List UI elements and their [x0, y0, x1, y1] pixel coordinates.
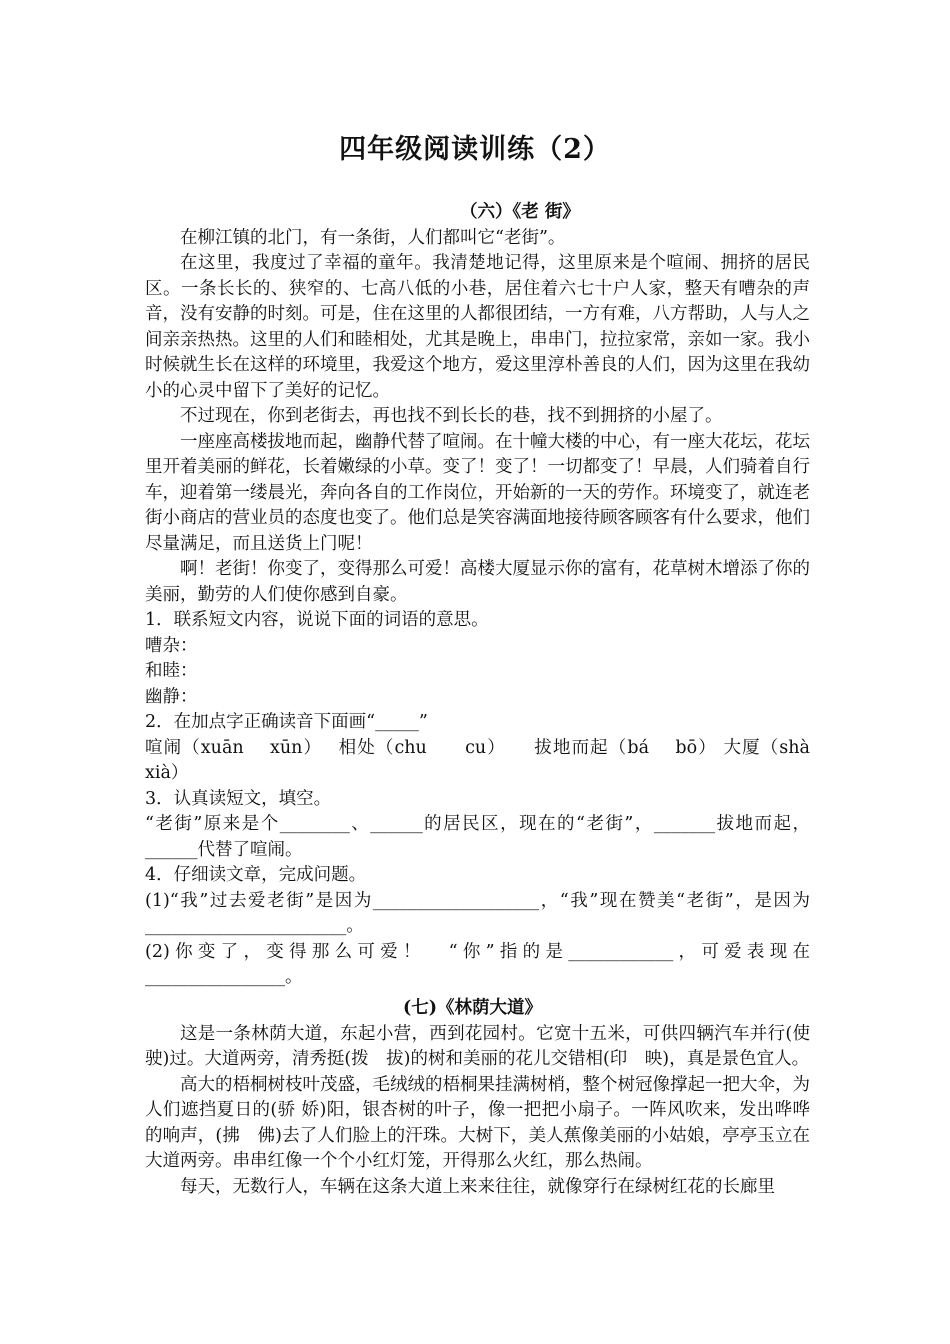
section-heading: (七)《林荫大道》: [403, 998, 543, 1018]
question-line: (2)你变了，变得那么可爱！ “你”指的是____________，可爱表现在________________。: [145, 941, 810, 987]
question-line: 3．认真读短文，填空。: [145, 788, 332, 809]
page-title: 四年级阅读训练（2）: [339, 134, 611, 165]
question-line: 喧闹（xuān xūn） 相处（chu cu） 拔地而起（bá bō） 大厦（shà xià）: [145, 737, 828, 783]
question-line: 和睦：: [145, 661, 198, 681]
paragraph: 高大的梧桐树枝叶茂盛，毛绒绒的梧桐果挂满树梢，整个树冠像撑起一把大伞，为人们遮挡夏日的(骄 娇)阳，银杏树的叶子，像一把把小扇子。一阵风吹来，发出哗哗的响声，(拂 佛)去了人们脸上的汗珠。大树下，美人蕉像美丽的小姑娘，亭亭玉立在大道两旁。串串红像一个个小红灯笼，开得那么火红，那么热闹。: [145, 1074, 810, 1171]
question-line: “老街”原来是个________、______的居民区，现在的“老街”，_______拔地而起，______代替了喧闹。: [145, 814, 810, 860]
paragraph: 在这里，我度过了幸福的童年。我清楚地记得，这里原来是个喧闹、拥挤的居民区。一条长长的、狭窄的、七高八低的小巷，居住着六七十户人家，整天有嘈杂的声音，没有安静的时刻。可是，住在这里的人都很团结，一方有难，八方帮助，人与人之间亲亲热热。这里的人们和睦相处，尤其是晚上，串串门，拉拉家常，亲如一家。我小时候就生长在这样的环境里，我爱这个地方，爱这里淳朴善良的人们，因为这里在我幼小的心灵中留下了美好的记忆。: [145, 253, 810, 401]
paragraph: 不过现在，你到老街去，再也找不到长长的巷，找不到拥挤的小屋了。: [180, 406, 723, 426]
question-line: 2．在加点字正确读音下面画“_____”: [145, 712, 428, 732]
question-line: (1)“我”过去爱老街”是因为___________________，“我”现在赞美“老街”，是因为_______________________。: [145, 890, 810, 936]
question-line: 1．联系短文内容，说说下面的词语的意思。: [145, 610, 489, 630]
paragraph: 在柳江镇的北门，有一条街，人们都叫它“老街”。: [180, 227, 566, 248]
question-line: 4．仔细读文章，完成问题。: [145, 865, 367, 885]
paragraph: 一座座高楼拔地而起，幽静代替了喧闹。在十幢大楼的中心，有一座大花坛，花坛里开着美丽的鲜花，长着嫩绿的小草。变了！变了！一切都变了！早晨，人们骑着自行车，迎着第一缕晨光，奔向各自的工作岗位，开始新的一天的劳作。环境变了，就连老街小商店的营业员的态度也变了。他们总是笑容满面地接待顾客顾客有什么要求，他们尽量满足，而且送货上门呢！: [145, 431, 810, 554]
section-old-street: [145, 200, 828, 991]
paragraph: 每天，无数行人，车辆在这条大道上来来往往，就像穿行在绿树红花的长廊里: [180, 1176, 775, 1197]
paragraph: 这是一条林荫大道，东起小营，西到花园村。它宽十五米，可供四辆汽车并行(使 驶)过。大道两旁，清秀挺(拨 拔)的树和美丽的花儿交错相(印 映)，真是景色宜人。: [145, 1023, 828, 1069]
question-line: 幽静：: [145, 686, 198, 707]
section-tree-avenue: [145, 996, 828, 1200]
question-line: 嘈杂：: [145, 635, 198, 656]
paragraph: 啊！老街！你变了，变得那么可爱！高楼大厦显示你的富有，花草树木增添了你的美丽，勤劳的人们使你感到自豪。: [145, 559, 810, 605]
section-heading: （六）《老 街》: [460, 202, 580, 222]
